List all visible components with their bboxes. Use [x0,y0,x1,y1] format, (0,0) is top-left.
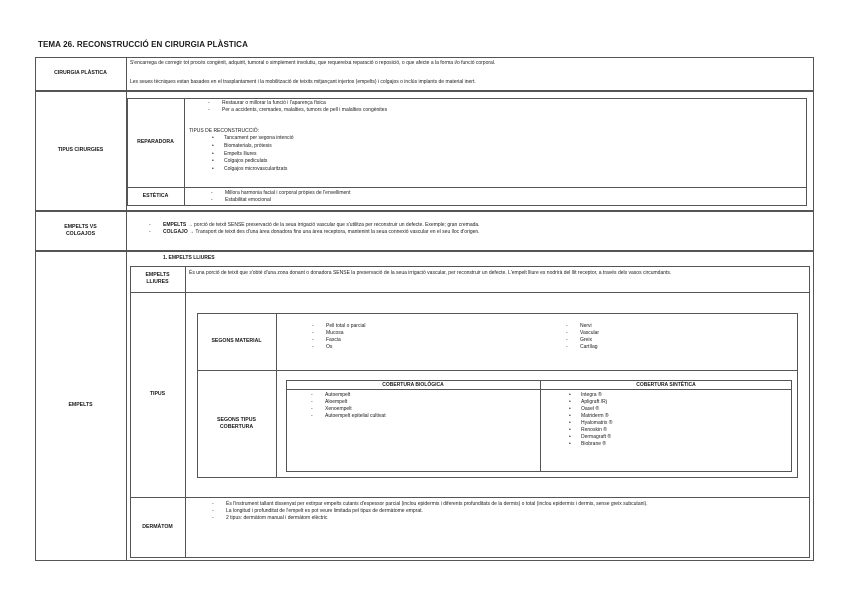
tipus-label: TIPUS CIRURGIES [57,147,104,154]
list-item: - És l'instrument tallant dissenyat per extirpar empelts cutanis d'espessor parcial (inclou epidermis i diferents profunditats de la dermis) o total (inclou epidermis i dermis, sense greix subcutani). [226,501,804,508]
list-item: - Xenoempelt [325,406,386,413]
estetica-label: ESTÈTICA [142,192,169,199]
empelts-lliures-label: EMPELTS LLIURES [145,271,170,285]
list-item: - Greix [580,337,599,344]
cirurgia-label: CIRURGIA PLÀSTICA [54,70,107,77]
empelts-lliures-heading: 1. EMPELTS LLIURES [163,255,215,261]
estetica-list [225,190,350,204]
list-item: - Aloempelt [325,399,386,406]
list-item: • Oasel ® [581,406,612,413]
list-item: - Restaurar o millorar la funció i l'aparença física [222,100,387,107]
list-item: • Hyalomatrix ® [581,420,612,427]
reparadora-label: REPARADORA [137,138,174,145]
list-item: • Empelts lliures [224,151,294,159]
cobertura-sintetica-header: COBERTURA SINTÈTICA [636,382,696,388]
list-item: • Apligraft /Rj [581,399,612,406]
list-item: - EMPELTS → porció de teixit SENSE preservació de la seua irrigació vascular que s'utilitza per reconstruir un defecte. Exemple; gran cremada. [163,222,480,229]
cirurgia-definition: S'encarrega de corregir tot procés congènit, adquirit, tumoral o simplement involutiu, que requereixa reparació o reposició, o que afecte a la forma i/o funció corporal. [130,60,496,66]
list-item: • Biobrane ® [581,441,612,448]
cobertura-syn-list [581,392,612,448]
segons-material-label: SEGONS MATERIAL [211,337,262,344]
segons-cobertura-label: SEGONS TIPUS COBERTURA [217,416,256,430]
cobertura-biologica-header: COBERTURA BIOLÒGICA [382,382,444,388]
list-item: - Cartílag [580,344,599,351]
list-item: • Dermagraft ® [581,434,612,441]
dermatom-list [226,501,804,522]
list-item: • Integra ® [581,392,612,399]
list-item: - Autoempelt [325,392,386,399]
reconstruccio-list [224,135,294,174]
list-item: • Matriderm ® [581,413,612,420]
list-item: - 2 tipus: dermàtom manual i dermàtom elèctric [226,515,804,522]
reparadora-list [222,100,387,114]
cobertura-bio-list [325,392,386,420]
list-item: - Mucosa [326,330,365,337]
list-item: - Per a accidents, cremades, malalties, tumors de pell i malalties congènites [222,107,387,114]
list-item: - Autoempelt epitelial cultivat [325,413,386,420]
list-item: • Renoskin ® [581,427,612,434]
tipus-sub-label: TIPUS [149,390,166,397]
reconstruccio-heading: TIPUS DE RECONSTRUCCIÓ: [189,128,260,134]
list-item: - La longitud i profunditat de l'empelt es pot veure limitada pel tipus de dermàtome emprat. [226,508,804,515]
list-item: • Colgajos microvascularitzats [224,166,294,174]
dermatom-label: DERMÀTOM [142,523,173,530]
list-item: - Os [326,344,365,351]
list-item: • Tancament per segona intenció [224,135,294,143]
empelts-vs-label: EMPELTS VS COLGAJOS [64,223,97,237]
list-item: • Biomaterials, pròtesis [224,143,294,151]
list-item: - Estabilitat emocional [225,197,350,204]
list-item: - Fascia [326,337,365,344]
list-item: - Pell total o parcial [326,323,365,330]
list-item: - Nervi [580,323,599,330]
list-item: - COLGAJO → Transport de teixit des d'una àrea donadora fins una àrea receptora, mantenint la seua connexió vascular en el seu lloc d'origen. [163,229,480,236]
empelts-label: EMPELTS [68,402,93,409]
empelts-vs-list [163,222,480,236]
cirurgia-techniques: Les seues tècniques estan basades en el trasplantament i la mobilització de teixits mitjançant injertos (empelts) i colgajos o inclús implants de material inert. [130,79,476,85]
list-item: - Millora harmonia facial i corporal pròpies de l'envelliment [225,190,350,197]
material-col1 [326,323,365,351]
empelts-lliures-text: És una porció de teixit que s'obté d'una zona donant o donadora SENSE la preservació de la seua irrigació vascular, per reconstruir un defecte. L'empelt lliure es nodrirà del llit receptor, a través dels vasos circumdants. [189,270,672,276]
list-item: • Colgajos pediculats [224,158,294,166]
page-title: TEMA 26. RECONSTRUCCIÓ EN CIRURGIA PLÀSTICA [38,40,248,49]
list-item: - Vascular [580,330,599,337]
material-col2 [580,323,599,351]
